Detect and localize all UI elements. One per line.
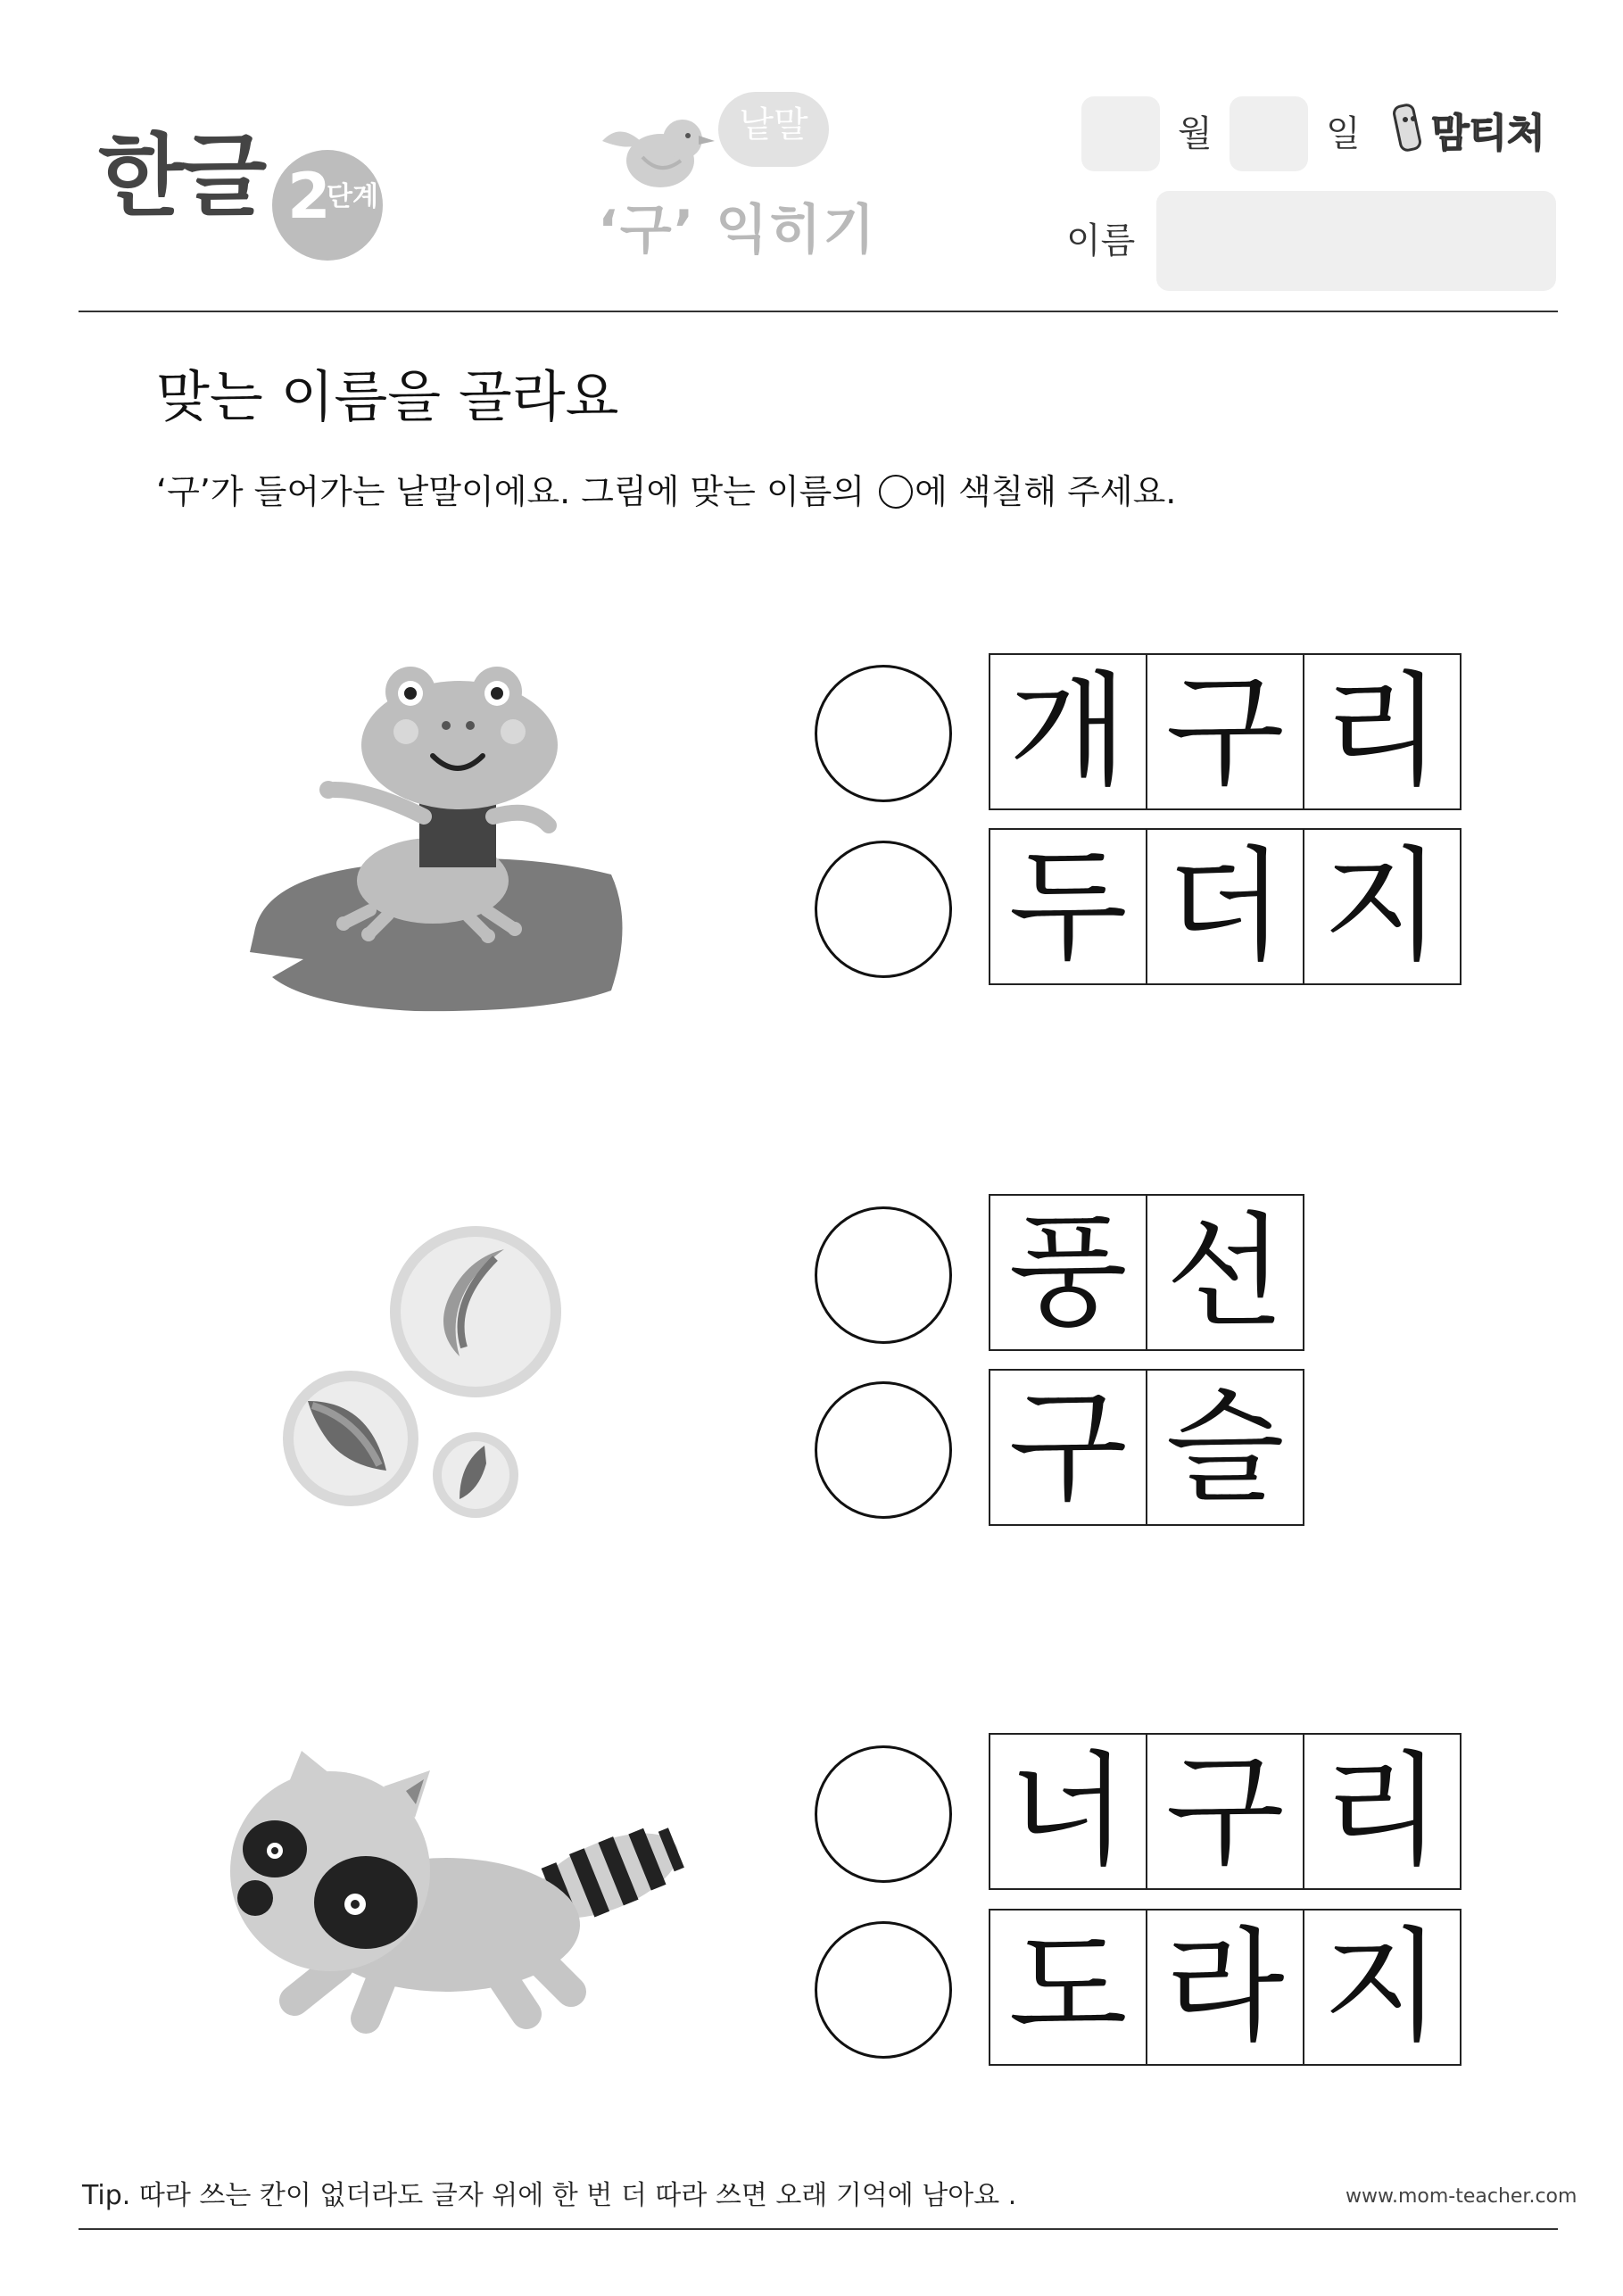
- syllable-box: 구: [989, 1369, 1147, 1526]
- answer-option-q3-b: [989, 1909, 1460, 2066]
- brand-logo: [1392, 96, 1570, 159]
- month-label: 월: [1178, 113, 1213, 154]
- day-field[interactable]: [1230, 96, 1308, 171]
- syllable-box: 더: [1146, 828, 1304, 985]
- choice-circle-q2-a[interactable]: [815, 1206, 952, 1344]
- choice-circle-q1-a[interactable]: [815, 665, 952, 802]
- instruction-text-after: 에 색칠해 주세요.: [915, 472, 1177, 511]
- brand-text: 맘티처: [1431, 111, 1545, 156]
- circle-icon: [879, 475, 913, 509]
- instruction: [156, 472, 1177, 511]
- syllable-box: 지: [1303, 828, 1462, 985]
- syllable-box: 리: [1303, 1733, 1462, 1890]
- syllable-box: 구: [1146, 1733, 1304, 1890]
- frog-picture: [236, 656, 638, 1022]
- syllable-box: 리: [1303, 653, 1462, 810]
- choice-circle-q2-b[interactable]: [815, 1381, 952, 1519]
- instruction-text-before: ‘구’가 들어가는 낱말이에요. 그림에 맞는 이름의: [156, 472, 876, 511]
- category-label: 낱말: [739, 104, 808, 145]
- syllable-box: 너: [989, 1733, 1147, 1890]
- website-link[interactable]: www.mom-teacher.com: [1346, 2185, 1577, 2208]
- choice-circle-q3-b[interactable]: [815, 1921, 952, 2059]
- level-unit: 단계: [327, 181, 378, 212]
- syllable-box: 풍: [989, 1194, 1147, 1351]
- answer-option-q2-b: [989, 1369, 1303, 1526]
- marbles-picture: [281, 1231, 567, 1517]
- answer-option-q2-a: [989, 1194, 1303, 1351]
- hangul-logo: 한글: [98, 124, 264, 228]
- bird-icon: [593, 105, 727, 195]
- choice-circle-q3-a[interactable]: [815, 1745, 952, 1883]
- footer-divider: [79, 2228, 1558, 2230]
- section-title: 맞는 이름을 골라요: [156, 364, 619, 429]
- syllable-box: 슬: [1146, 1369, 1304, 1526]
- tip-text: Tip. 따라 쓰는 칸이 없더라도 글자 위에 한 번 더 따라 쓰면 오래 기억에 남아요 .: [82, 2180, 1017, 2211]
- day-label: 일: [1326, 113, 1361, 154]
- choice-circle-q1-b[interactable]: [815, 841, 952, 978]
- syllable-box: 선: [1146, 1194, 1304, 1351]
- answer-option-q3-a: [989, 1733, 1460, 1890]
- syllable-box: 개: [989, 653, 1147, 810]
- header-divider: [79, 311, 1558, 312]
- syllable-box: 라: [1146, 1909, 1304, 2066]
- syllable-box: 두: [989, 828, 1147, 985]
- month-field[interactable]: [1081, 96, 1160, 171]
- answer-option-q1-b: [989, 828, 1460, 985]
- name-label: 이름: [1066, 220, 1136, 261]
- syllable-box: 도: [989, 1909, 1147, 2066]
- name-field[interactable]: [1156, 191, 1556, 291]
- answer-option-q1-a: [989, 653, 1460, 810]
- level-number: 2: [287, 160, 331, 233]
- raccoon-picture: [232, 1751, 696, 2036]
- syllable-box: 구: [1146, 653, 1304, 810]
- syllable-box: 지: [1303, 1909, 1462, 2066]
- page-subtitle: ‘구’ 익히기: [598, 199, 877, 261]
